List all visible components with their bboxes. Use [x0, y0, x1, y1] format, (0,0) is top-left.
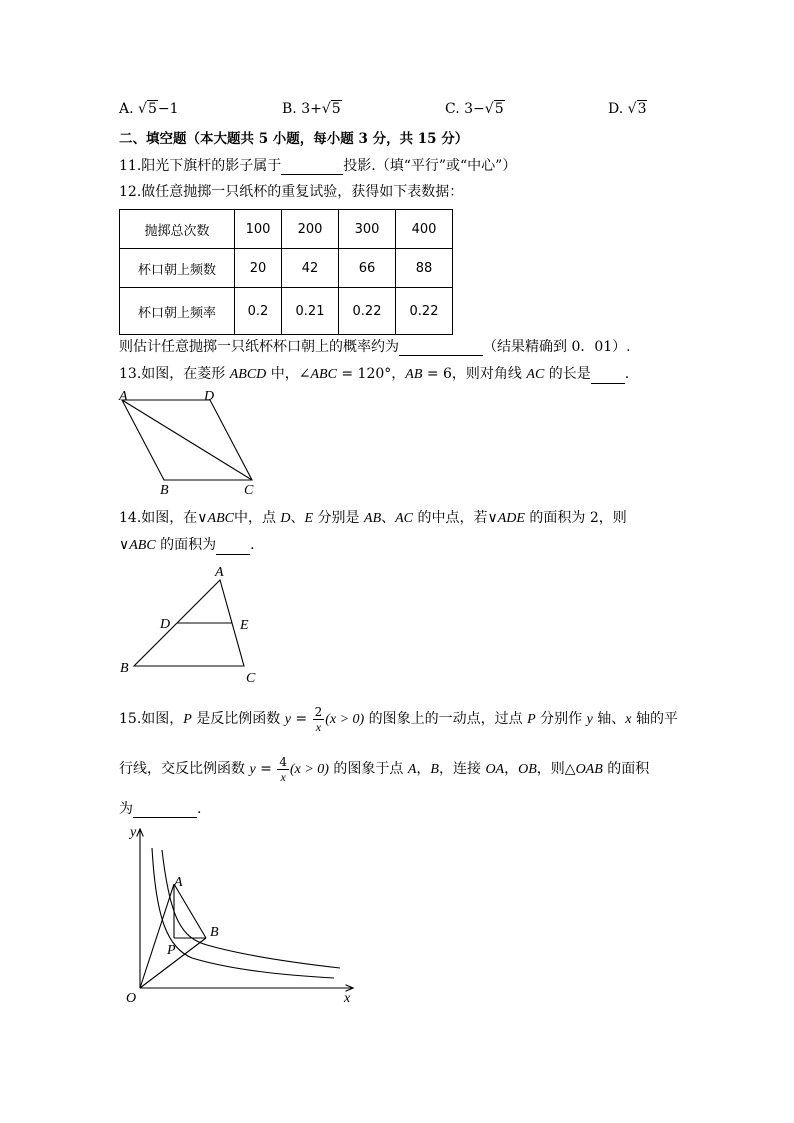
- answer-blank: [216, 538, 250, 555]
- sqrt-3: √3: [627, 101, 647, 117]
- frequency-table: [119, 209, 453, 335]
- question-12-text: 则估计任意抛掷一只纸杯杯口朝上的概率约为 （结果精确到 0．01）.: [119, 339, 631, 355]
- segment-ab: [174, 884, 206, 938]
- label-p: P: [167, 943, 176, 958]
- question-15-line3: 为 .: [119, 801, 202, 817]
- answer-blank: [591, 367, 625, 384]
- question-15-line2: 行线，交反比例函数 y = $\frac{4}{x}$ (x > 0) 的图象于点 A，B，连接 OA，OB，则△OAB 的面积: [119, 754, 650, 784]
- question-11: 11.阳光下旗杆的影子属于 投影.（填“平行”或“中心”）: [119, 158, 517, 174]
- label-b: B: [160, 483, 169, 498]
- table-cell: 0.21: [282, 288, 339, 335]
- label-o: O: [126, 991, 137, 1006]
- diagonal-ac: [122, 400, 252, 480]
- table-cell: 42: [282, 249, 339, 288]
- label-a: A: [174, 875, 183, 890]
- label-d: D: [204, 389, 215, 404]
- table-cell: 66: [339, 249, 396, 288]
- option-c: C. 3−√5: [445, 101, 504, 117]
- question-12-intro: 12.做任意抛掷一只纸杯的重复试验，获得如下表数据：: [119, 184, 464, 200]
- question-14-line1: 14.如图，在∨ABC中，点 D、E 分别是 AB、AC 的中点，若∨ADE 的面积为 2，则: [119, 510, 627, 526]
- table-cell: 抛掷总次数: [120, 210, 235, 249]
- label-d: D: [160, 617, 171, 632]
- section-heading: 二、填空题（本大题共 5 小题，每小题 3 分，共 15 分）: [119, 131, 469, 147]
- table-row: [120, 249, 453, 288]
- answer-blank: [399, 339, 483, 356]
- sqrt-5: √5: [138, 101, 157, 117]
- label-x: x: [344, 991, 351, 1006]
- table-cell: 100: [235, 210, 282, 249]
- label-e: E: [240, 618, 249, 633]
- table-row: [120, 210, 453, 249]
- answer-blank: [133, 801, 197, 818]
- triangle-figure: [112, 560, 272, 690]
- option-d: D. √3: [608, 101, 647, 117]
- label-a: A: [215, 565, 224, 580]
- answer-blank: [281, 158, 343, 175]
- table-row: [120, 288, 453, 335]
- table-cell: 88: [396, 249, 453, 288]
- question-14-line2: ∨ABC 的面积为 .: [119, 537, 255, 553]
- table-cell: 20: [235, 249, 282, 288]
- sqrt-5: √5: [321, 101, 341, 117]
- fraction-4-over-x: $\frac{4}{x}$: [279, 754, 287, 784]
- table-cell: 杯口朝上频数: [120, 249, 235, 288]
- table-cell: 0.22: [339, 288, 396, 335]
- table-cell: 200: [282, 210, 339, 249]
- option-b: B. 3+√5: [282, 101, 341, 117]
- label-c: C: [244, 483, 254, 498]
- table-cell: 杯口朝上频率: [120, 288, 235, 335]
- question-15-line1: 15.如图，P 是反比例函数 y = $\frac{2}{x}$ (x > 0) 的图象上的一动点，过点 P 分别作 y 轴、x 轴的平: [119, 704, 678, 734]
- label-c: C: [246, 671, 256, 686]
- table-cell: 0.22: [396, 288, 453, 335]
- rhombus-figure: [112, 388, 272, 500]
- sqrt-5: √5: [484, 101, 504, 117]
- table-cell: 400: [396, 210, 453, 249]
- question-13: 13.如图，在菱形 ABCD 中，∠ABC = 120°，AB = 6，则对角线 AC 的长是 .: [119, 366, 630, 382]
- hyperbola-figure: [112, 820, 362, 1010]
- label-y: y: [130, 825, 137, 840]
- label-b: B: [210, 925, 219, 940]
- label-b: B: [120, 661, 129, 676]
- label-a: A: [119, 389, 128, 404]
- table-cell: 0.2: [235, 288, 282, 335]
- table-cell: 300: [339, 210, 396, 249]
- fraction-2-over-x: $\frac{2}{x}$: [314, 704, 323, 734]
- option-a: A. √5−1: [119, 101, 179, 117]
